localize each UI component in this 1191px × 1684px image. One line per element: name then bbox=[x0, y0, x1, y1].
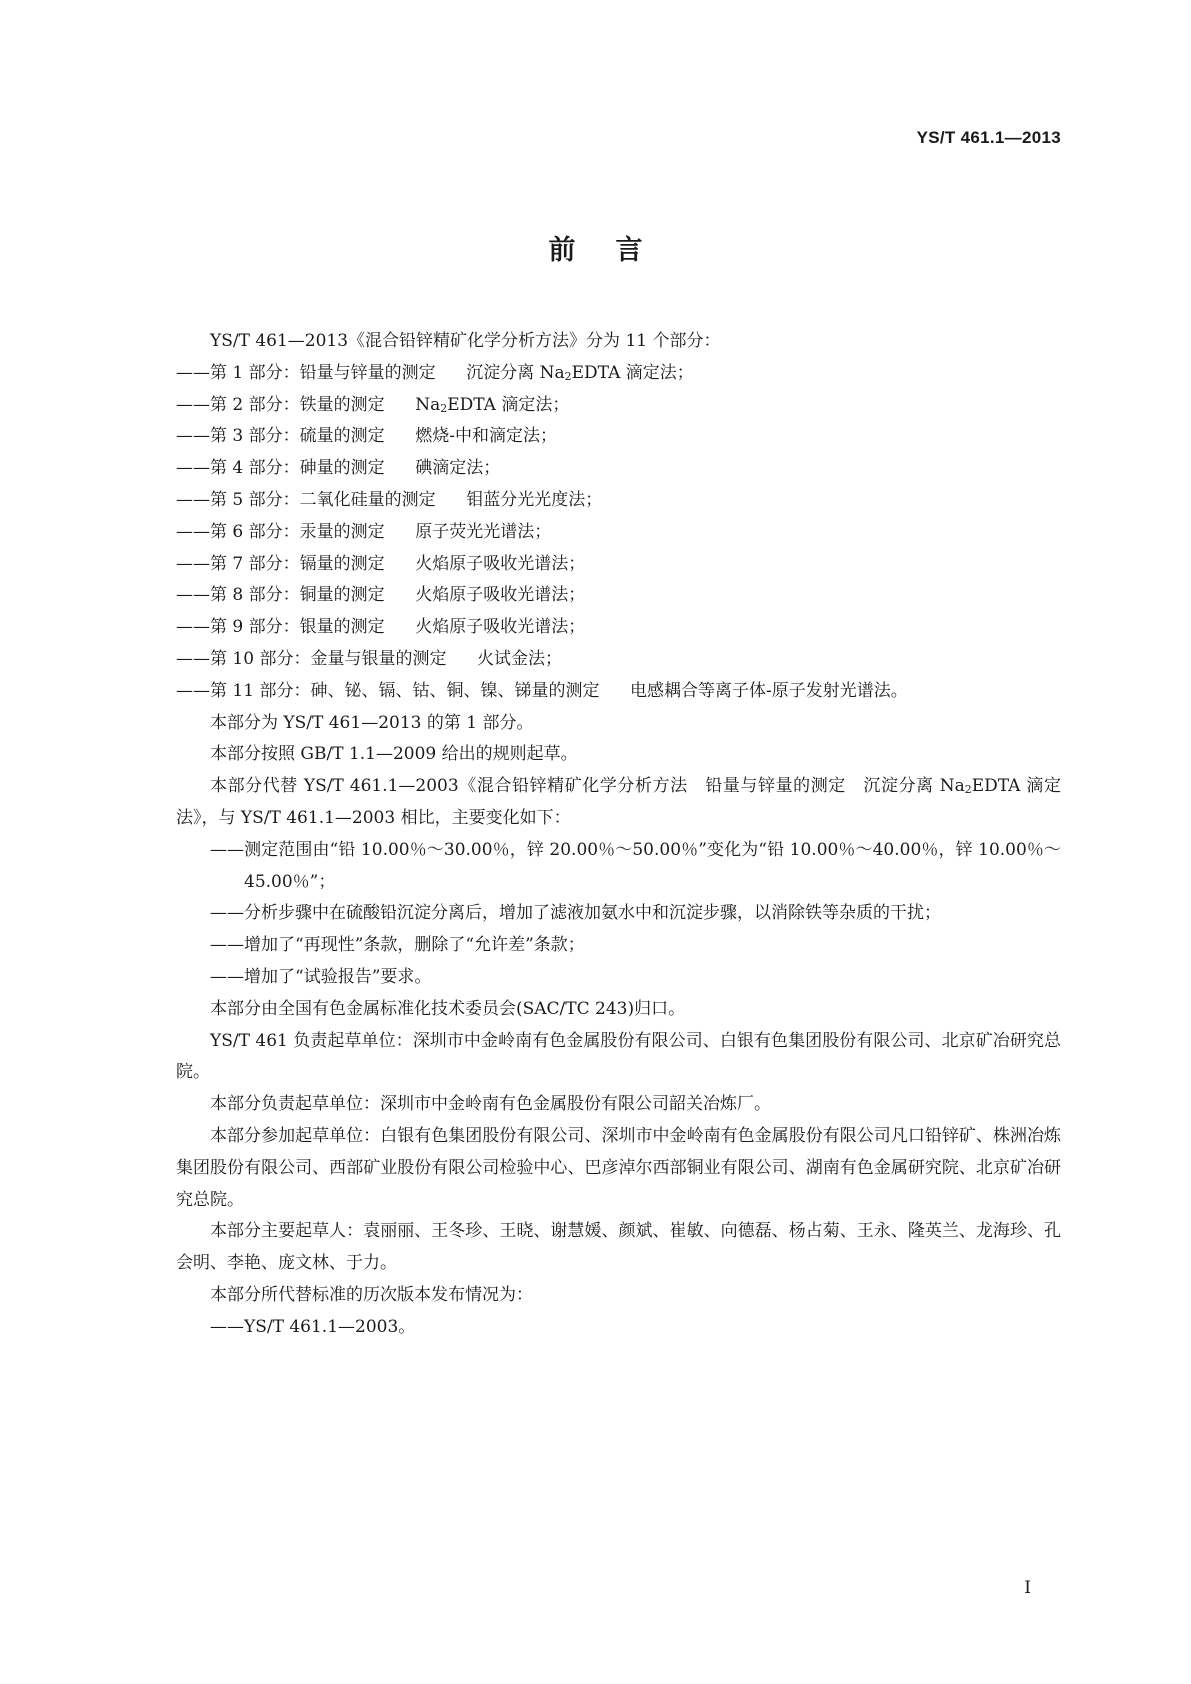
part-method: $Na_2EDTA$ 滴定法； bbox=[415, 394, 570, 415]
part-label: ——第 4 部分：砷量的测定 bbox=[176, 458, 385, 479]
list-item-part-4 bbox=[176, 453, 1061, 485]
drafters-paragraph: 本部分主要起草人：袁丽丽、王冬珍、王晓、谢慧媛、颜斌、崔敏、向德磊、杨占菊、王永、隆英兰、龙海珍、孔会明、李艳、庞文林、于力。 bbox=[176, 1221, 1061, 1274]
change-item-1: ——测定范围由“铅 10.00％～30.00％，锌 20.00％～50.00％”变化为“铅 10.00％～40.00％，锌 10.00％～45.00％”； bbox=[210, 839, 1061, 892]
part-label: ——第 10 部分：金量与银量的测定 bbox=[176, 648, 447, 669]
list-item-part-11 bbox=[176, 676, 1061, 708]
part-label: ——第 8 部分：铜量的测定 bbox=[176, 585, 385, 606]
document-body bbox=[176, 326, 1061, 1344]
part-method: 碘滴定法； bbox=[415, 458, 501, 479]
part-label: ——第 2 部分：铁量的测定 bbox=[176, 394, 385, 415]
responsible-unit-paragraph: 本部分负责起草单位：深圳市中金岭南有色金属股份有限公司韶关冶炼厂。 bbox=[210, 1094, 771, 1115]
intro-paragraph: YS/T 461—2013《混合铅锌精矿化学分析方法》分为 11 个部分： bbox=[210, 331, 721, 351]
list-item-part-1 bbox=[176, 358, 1061, 390]
list-item-part-7 bbox=[176, 549, 1061, 581]
part-method: 电感耦合等离子体-原子发射光谱法。 bbox=[630, 680, 908, 701]
history-item: ——YS/T 461.1—2003。 bbox=[210, 1316, 416, 1337]
committee-paragraph: 本部分由全国有色金属标准化技术委员会(SAC/TC 243)归口。 bbox=[210, 998, 686, 1019]
change-item-4: ——增加了“试验报告”要求。 bbox=[210, 966, 432, 987]
part-label: ——第 6 部分：汞量的测定 bbox=[176, 521, 385, 542]
part-method: 原子荧光光谱法； bbox=[415, 521, 552, 542]
part-label: ——第 3 部分：硫量的测定 bbox=[176, 426, 385, 447]
change-item-2: ——分析步骤中在硫酸铅沉淀分离后，增加了滤液加氨水中和沉淀步骤，以消除铁等杂质的干扰； bbox=[210, 903, 941, 924]
rules-paragraph: 本部分按照 GB/T 1.1—2009 给出的规则起草。 bbox=[210, 744, 578, 765]
part-method: 火焰原子吸收光谱法； bbox=[415, 585, 586, 606]
part-label: ——第 11 部分：砷、铋、镉、钴、铜、镍、锑量的测定 bbox=[176, 680, 600, 701]
list-item-part-2 bbox=[176, 390, 1061, 422]
part-label: ——第 9 部分：银量的测定 bbox=[176, 617, 385, 638]
page-title: 前言 bbox=[548, 235, 683, 266]
list-item-part-9 bbox=[176, 612, 1061, 644]
list-item-part-6 bbox=[176, 517, 1061, 549]
list-item-part-10 bbox=[176, 644, 1061, 676]
part-label: ——第 1 部分：铅量与锌量的测定 bbox=[176, 362, 436, 383]
list-item-part-5 bbox=[176, 485, 1061, 517]
document-code: YS/T 461.1—2013 bbox=[916, 128, 1061, 147]
part-method: 沉淀分离 $Na_2EDTA$ 滴定法； bbox=[466, 362, 694, 383]
part-method: 燃烧-中和滴定法； bbox=[415, 426, 557, 447]
list-item-part-3 bbox=[176, 421, 1061, 453]
part-label: ——第 5 部分：二氧化硅量的测定 bbox=[176, 489, 436, 510]
replace-paragraph: 本部分代替 YS/T 461.1—2003《混合铅锌精矿化学分析方法 铅量与锌量的测定 沉淀分离 $Na_2EDTA$ 滴定法》，与 YS/T 461.1—2003 相比，主要变化如下： bbox=[176, 776, 1061, 828]
responsible-units-all-paragraph: YS/T 461 负责起草单位：深圳市中金岭南有色金属股份有限公司、白银有色集团股份有限公司、北京矿冶研究总院。 bbox=[176, 1030, 1061, 1083]
part-method: 火焰原子吸收光谱法； bbox=[415, 553, 586, 574]
part-method: 钼蓝分光光度法； bbox=[466, 489, 603, 510]
change-item-3: ——增加了“再现性”条款，删除了“允许差”条款； bbox=[210, 935, 585, 956]
history-paragraph: 本部分所代替标准的历次版本发布情况为： bbox=[210, 1284, 533, 1305]
page-number: I bbox=[1024, 1578, 1031, 1598]
part-method: 火试金法； bbox=[477, 648, 563, 669]
part-label: ——第 7 部分：镉量的测定 bbox=[176, 553, 385, 574]
list-item-part-8 bbox=[176, 580, 1061, 612]
participants-paragraph: 本部分参加起草单位：白银有色集团股份有限公司、深圳市中金岭南有色金属股份有限公司凡口铅锌矿、株洲冶炼集团股份有限公司、西部矿业股份有限公司检验中心、巴彦淖尔西部铜业有限公司、湖南有色金属研究院、北京矿冶研究总院。 bbox=[176, 1125, 1061, 1210]
part-of-paragraph: 本部分为 YS/T 461—2013 的第 1 部分。 bbox=[210, 712, 534, 733]
part-method: 火焰原子吸收光谱法； bbox=[415, 617, 586, 638]
